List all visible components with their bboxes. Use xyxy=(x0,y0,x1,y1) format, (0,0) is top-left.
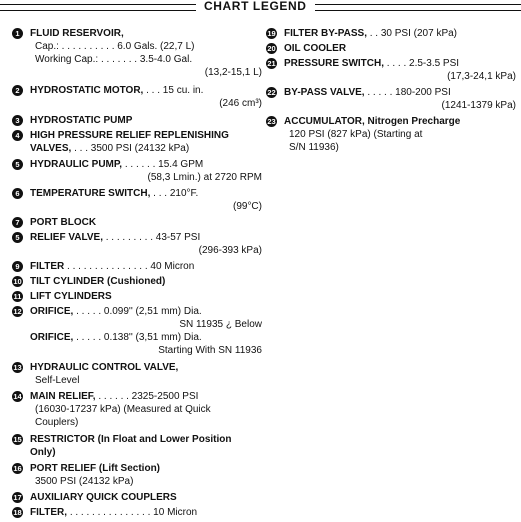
item-number-badge: 13 xyxy=(13,363,22,372)
item-value: . . . . 2.5-3.5 PSI xyxy=(386,58,460,69)
item-number-badge: 5 xyxy=(12,232,23,243)
item-number-badge: 4 xyxy=(12,130,23,141)
legend-item-5 xyxy=(12,158,262,187)
legend-item-22 xyxy=(266,86,516,115)
item-number-badge: 21 xyxy=(267,59,276,68)
item-value: . . . 3500 PSI (24132 kPa) xyxy=(74,143,190,154)
header-rule-left xyxy=(0,4,196,11)
item-value-metric: (58,3 Lmin.) at 2720 RPM xyxy=(147,172,262,183)
item-number-badge: 22 xyxy=(267,88,276,97)
legend-title: CHART LEGEND xyxy=(204,0,307,13)
item-label: PRESSURE SWITCH, xyxy=(284,58,385,69)
item-label: PORT RELIEF xyxy=(30,463,97,474)
item-serial-range: SN 11935 ¿ Below xyxy=(179,319,262,330)
item-label: FILTER BY-PASS, xyxy=(284,28,367,39)
item-label-alt: ORIFICE, xyxy=(30,332,74,343)
item-number-badge: 9 xyxy=(12,261,23,272)
item-label: FLUID RESERVOIR, xyxy=(30,28,124,39)
legend-item-9 xyxy=(12,260,262,275)
item-value: . . . . . 180-200 PSI xyxy=(367,87,451,98)
legend-item-17 xyxy=(12,491,262,506)
item-serial-range-alt: Starting With SN 11936 xyxy=(158,345,262,356)
item-label: BY-PASS VALVE, xyxy=(284,87,365,98)
item-number-badge: 19 xyxy=(267,29,276,38)
item-value: . . . . . . . . . . . . . . . 10 Micron xyxy=(69,507,198,518)
item-label: RESTRICTOR xyxy=(30,434,95,445)
item-value: . . 30 PSI (207 kPa) xyxy=(369,28,458,39)
legend-item-1 xyxy=(12,27,262,84)
legend-item-23 xyxy=(266,115,516,158)
item-number-badge: 16 xyxy=(13,464,22,473)
item-label: PORT BLOCK xyxy=(30,217,97,228)
item-value: 120 PSI (827 kPa) (Starting at xyxy=(289,129,423,140)
item-number-badge: 7 xyxy=(12,217,23,228)
item-number-badge: 23 xyxy=(267,117,276,126)
item-value: . . . . . 0.099'' (2,51 mm) Dia. xyxy=(76,306,202,317)
legend-item-16 xyxy=(12,462,262,491)
item-label: TEMPERATURE SWITCH, xyxy=(30,188,151,199)
item-value: . . . . . . 2325-2500 PSI xyxy=(98,391,199,402)
item-label-detail: Nitrogen Precharge xyxy=(367,116,461,127)
item-value: 3500 PSI (24132 kPa) xyxy=(35,476,134,487)
item-number-badge: 5 xyxy=(12,159,23,170)
legend-column-left xyxy=(12,27,262,521)
item-label: HYDRAULIC CONTROL VALVE, xyxy=(30,362,179,373)
item-label: MAIN RELIEF, xyxy=(30,391,96,402)
item-label: FILTER, xyxy=(30,507,68,518)
item-value: . . . . . . . . . . . . . . . 40 Micron xyxy=(67,261,195,272)
item-label-detail: (In Float and Lower Position xyxy=(97,434,232,445)
legend-item-6 xyxy=(12,187,262,216)
item-value-metric: (17,3-24,1 kPa) xyxy=(447,71,516,82)
legend-item-13 xyxy=(12,361,262,390)
item-value-metric: (16030-17237 kPa) (Measured at Quick xyxy=(35,404,211,415)
item-value: . . . 210°F. xyxy=(153,188,199,199)
item-label: HYDRAULIC PUMP, xyxy=(30,159,123,170)
legend-item-19 xyxy=(266,27,516,42)
item-label-cont: Only) xyxy=(30,447,56,458)
item-value: Self-Level xyxy=(35,375,80,386)
item-number-badge: 15 xyxy=(13,435,22,444)
legend-item-14 xyxy=(12,390,262,433)
item-value-metric: (246 cm³) xyxy=(219,98,262,109)
legend-item-11 xyxy=(12,290,262,305)
legend-column-right xyxy=(266,27,516,158)
item-label: OIL COOLER xyxy=(284,43,347,54)
item-working-capacity-metric: (13,2-15,1 L) xyxy=(204,67,262,78)
legend-header xyxy=(0,0,521,14)
legend-item-21 xyxy=(266,57,516,86)
legend-item-12 xyxy=(12,305,262,361)
legend-item-15 xyxy=(12,433,262,462)
item-value-metric: (296-393 kPa) xyxy=(198,245,262,256)
item-number-badge: 6 xyxy=(12,188,23,199)
item-value: . . . . . . 15.4 GPM xyxy=(124,159,204,170)
item-label: HYDROSTATIC PUMP xyxy=(30,115,133,126)
item-number-badge: 12 xyxy=(13,307,22,316)
item-label: RELIEF VALVE, xyxy=(30,232,103,243)
legend-item-4 xyxy=(12,129,262,158)
item-value: . . . . . . . . . 43-57 PSI xyxy=(105,232,201,243)
item-label: AUXILIARY QUICK COUPLERS xyxy=(30,492,177,503)
legend-item-7 xyxy=(12,216,262,231)
item-number-badge: 10 xyxy=(13,277,22,286)
header-rule-right xyxy=(315,4,521,11)
item-label: ORIFICE, xyxy=(30,306,74,317)
item-label-cont: VALVES, xyxy=(30,143,72,154)
item-label: TILT CYLINDER (Cushioned) xyxy=(30,276,166,287)
item-number-badge: 14 xyxy=(13,392,22,401)
item-number-badge: 3 xyxy=(12,115,23,126)
item-label: LIFT CYLINDERS xyxy=(30,291,112,302)
item-number-badge: 20 xyxy=(267,44,276,53)
item-number-badge: 11 xyxy=(13,292,22,301)
item-number-badge: 18 xyxy=(13,508,22,517)
item-capacity: Cap.: . . . . . . . . . . 6.0 Gals. (22,7 L) xyxy=(35,41,195,52)
legend-item-20 xyxy=(266,42,516,57)
legend-item-18 xyxy=(12,506,262,521)
item-label: HYDROSTATIC MOTOR, xyxy=(30,85,144,96)
item-value-note: S/N 11936) xyxy=(289,142,339,153)
item-label: ACCUMULATOR, xyxy=(284,116,365,127)
item-number-badge: 1 xyxy=(12,28,23,39)
item-label-detail: (Lift Section) xyxy=(98,463,161,474)
item-value-metric: (99°C) xyxy=(232,201,262,212)
legend-item-2 xyxy=(12,84,262,114)
item-value-note: Couplers) xyxy=(35,417,79,428)
legend-item-8 xyxy=(12,231,262,260)
item-value: . . . 15 cu. in. xyxy=(146,85,204,96)
item-value-alt: . . . . . 0.138'' (3,51 mm) Dia. xyxy=(76,332,202,343)
item-number-badge: 2 xyxy=(12,85,23,96)
item-value-metric: (1241-1379 kPa) xyxy=(441,100,516,111)
legend-item-10 xyxy=(12,275,262,290)
item-label: HIGH PRESSURE RELIEF REPLENISHING xyxy=(30,130,229,141)
item-label: FILTER xyxy=(30,261,65,272)
item-working-capacity: Working Cap.: . . . . . . . 3.5-4.0 Gal. xyxy=(35,54,193,65)
item-number-badge: 17 xyxy=(13,493,22,502)
legend-item-3 xyxy=(12,114,262,129)
